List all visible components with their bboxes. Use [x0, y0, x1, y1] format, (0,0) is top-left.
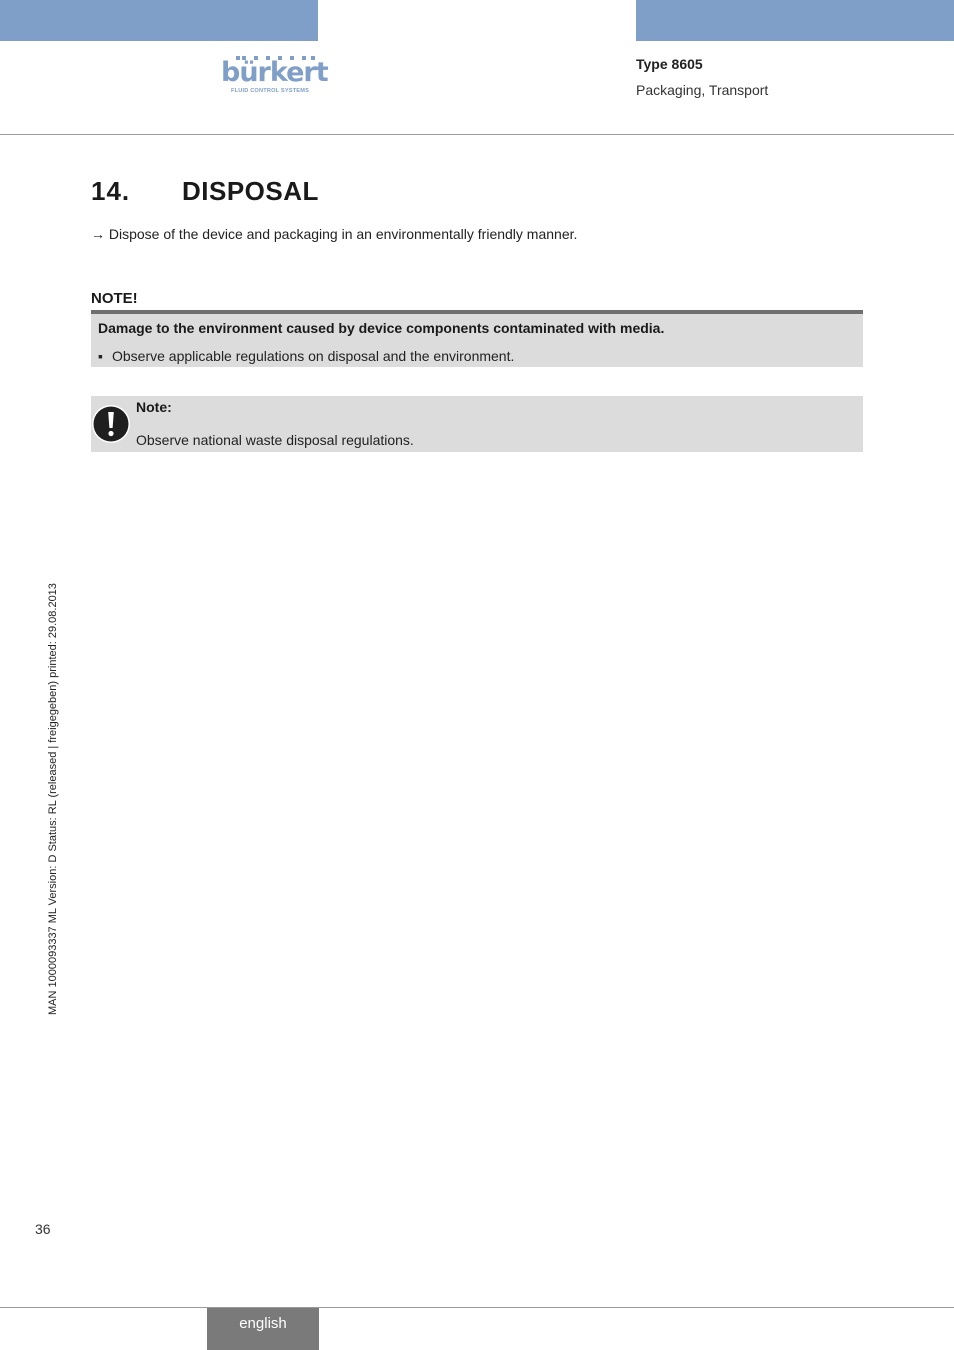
- instruction-text: Dispose of the device and packaging in an environmentally friendly manner.: [108, 226, 578, 242]
- arrow-icon: →: [91, 226, 105, 242]
- bullet-icon: ▪: [98, 348, 103, 364]
- info-text: Observe national waste disposal regulations.: [136, 432, 414, 448]
- header-divider: [0, 134, 954, 135]
- info-heading: Note:: [136, 399, 172, 415]
- language-tab: english: [207, 1308, 319, 1350]
- chapter-number: 14.: [91, 176, 131, 206]
- info-box: [91, 396, 863, 452]
- footer-divider: [0, 1307, 954, 1308]
- chapter-title: DISPOSAL: [182, 176, 319, 206]
- logo-wordmark: bürkert: [221, 57, 328, 88]
- burkert-logo: [221, 56, 328, 96]
- header-band-left: [0, 0, 318, 41]
- header-type-label: Type 8605: [636, 56, 703, 72]
- page-number: 36: [35, 1221, 51, 1237]
- exclamation-icon: [91, 404, 131, 444]
- note-bullet-text: Observe applicable regulations on disposal and the environment.: [112, 348, 515, 364]
- header-section-label: Packaging, Transport: [636, 82, 769, 98]
- document-meta-vertical: MAN 1000093337 ML Version: D Status: RL (released | freigegeben) printed: 29.08.2013: [47, 583, 59, 1015]
- logo-subtitle: FLUID CONTROL SYSTEMS: [230, 88, 310, 94]
- note-label: NOTE!: [91, 290, 138, 307]
- note-box: [91, 310, 863, 367]
- instruction-line: [91, 226, 577, 242]
- note-heading: Damage to the environment caused by device components contaminated with media.: [98, 320, 665, 336]
- note-bullet-item: [98, 348, 514, 364]
- header-band-right: [636, 0, 954, 41]
